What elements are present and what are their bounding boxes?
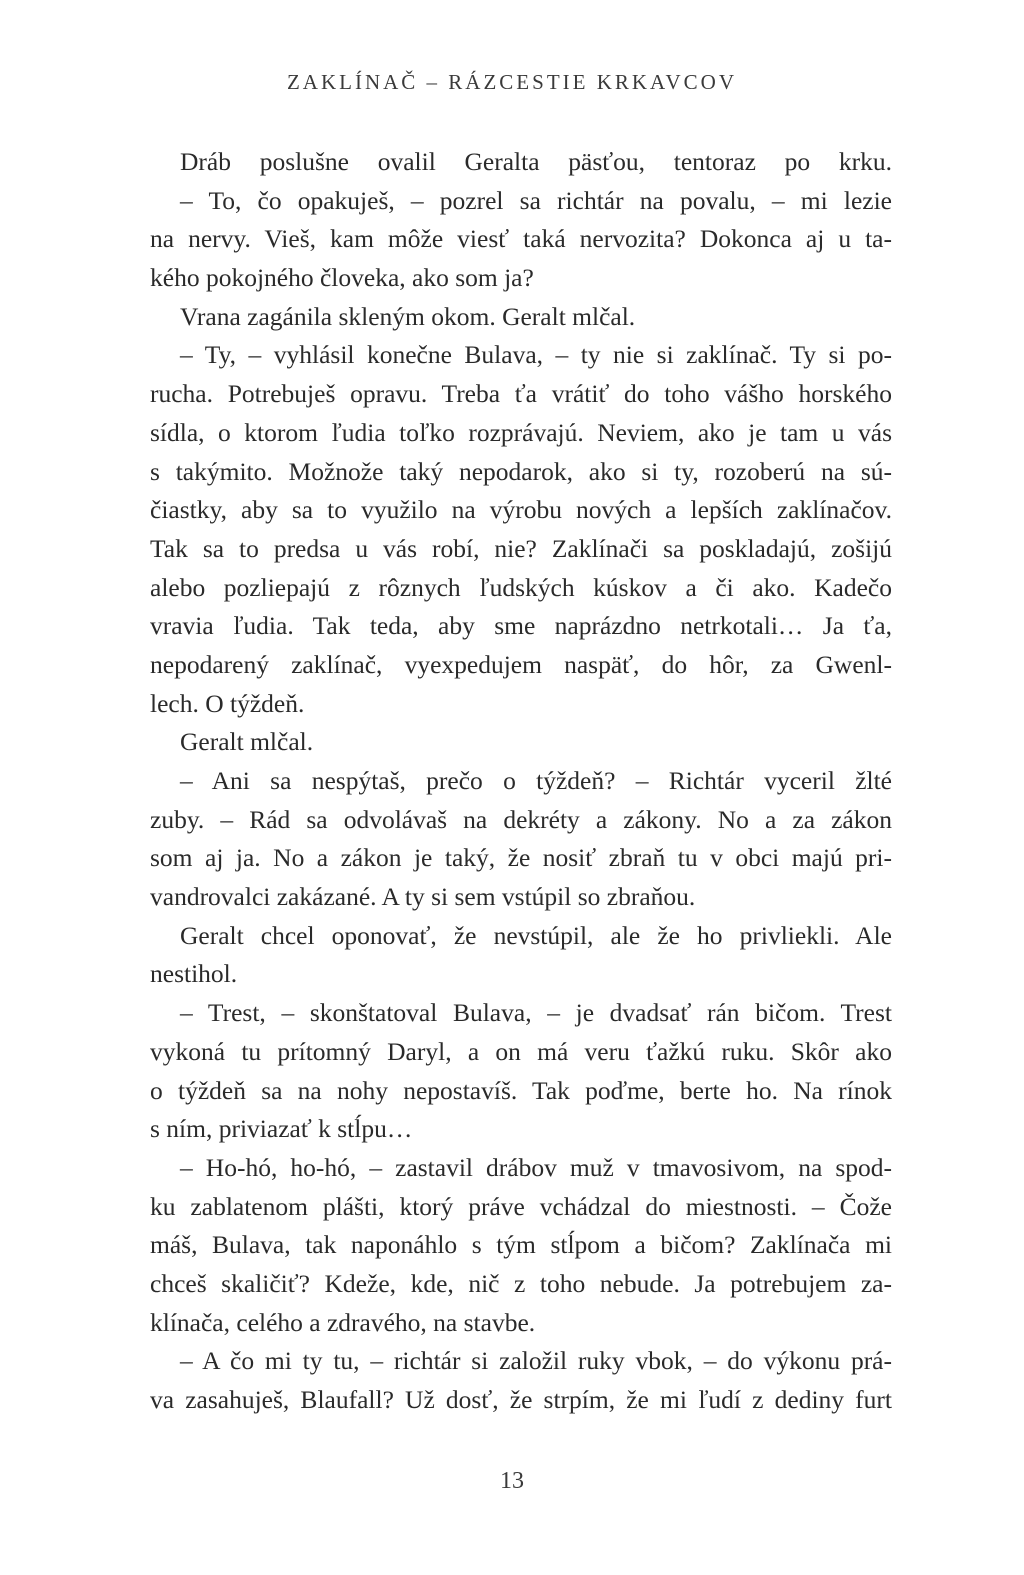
text-line: nestihol.	[150, 959, 238, 989]
text-line: vykoná tu prítomný Daryl, a on má veru ťažkú ruku. Skôr ako	[150, 1036, 892, 1066]
text-line: o týždeň sa na nohy nepostavíš. Tak poďme, berte ho. Na rínok	[150, 1075, 892, 1105]
text-line: – Trest, – skonštatoval Bulava, – je dvadsať rán bičom. Trest	[180, 998, 892, 1028]
text-line: vravia ľudia. Tak teda, aby sme naprázdno netrkotali… Ja ťa,	[150, 611, 892, 641]
text-line: čiastky, aby sa to využilo na výrobu nových a lepších zaklínačov.	[150, 495, 892, 525]
text-line: zuby. – Rád sa odvolávaš na dekréty a zákony. No a za zákon	[150, 804, 892, 834]
text-line: vandrovalci zakázané. A ty si sem vstúpil so zbraňou.	[150, 882, 696, 912]
text-line: lech. O týždeň.	[150, 688, 305, 718]
text-line: – Ani sa nespýtaš, prečo o týždeň? – Richtár vyceril žlté	[180, 766, 892, 795]
body-text	[150, 143, 892, 1420]
text-line: nepodarený zaklínač, vyexpedujem naspäť, do hôr, za Gwenl-	[150, 649, 892, 679]
text-line: chceš skaličiť? Kdeže, kde, nič z toho nebude. Ja potrebujem za-	[150, 1268, 892, 1298]
text-line: Tak sa to predsa u vás robí, nie? Zaklínači sa poskladajú, zošijú	[150, 533, 892, 563]
text-line: – A čo mi ty tu, – richtár si založil ruky vbok, – do výkonu prá-	[180, 1346, 892, 1376]
text-line: rucha. Potrebuješ opravu. Treba ťa vrátiť do toho vášho horského	[150, 379, 892, 409]
running-header: ZAKLÍNAČ – RÁZCESTIE KRKAVCOV	[286, 70, 738, 94]
text-line: sídla, o ktorom ľudia toľko rozprávajú. Neviem, ako je tam u vás	[150, 417, 892, 447]
text-line: máš, Bulava, tak naponáhlo s tým stĺpom a bičom? Zaklínača mi	[150, 1230, 892, 1260]
text-line: va zasahuješ, Blaufall? Už dosť, že strpím, že mi ľudí z dediny furt	[150, 1385, 892, 1414]
text-line: alebo pozliepajú z rôznych ľudských kúskov a či ako. Kadečo	[150, 572, 892, 602]
text-line: na nervy. Vieš, kam môže viesť taká nervozita? Dokonca aj u ta-	[150, 224, 892, 254]
text-line: – Ho-hó, ho-hó, – zastavil drábov muž v tmavosivom, na spod-	[180, 1152, 892, 1182]
text-line: som aj ja. No a zákon je taký, že nosiť zbraň tu v obci majú pri-	[150, 843, 892, 873]
text-line: Dráb poslušne ovalil Geralta päsťou, tentoraz po krku.	[180, 147, 892, 176]
text-line: kého pokojného človeka, ako som ja?	[150, 263, 534, 293]
text-line: klínača, celého a zdravého, na stavbe.	[150, 1307, 536, 1337]
text-line: – Ty, – vyhlásil konečne Bulava, – ty nie si zaklínač. Ty si po-	[180, 340, 892, 370]
text-line: s takýmito. Možnože taký nepodarok, ako si ty, rozoberú na sú-	[150, 456, 892, 486]
text-line: Geralt mlčal.	[180, 727, 314, 757]
text-line: – To, čo opakuješ, – pozrel sa richtár na povalu, – mi lezie	[180, 185, 892, 215]
page-number: 13	[500, 1468, 524, 1494]
text-line: s ním, priviazať k stĺpu…	[150, 1114, 413, 1144]
text-line: ku zablatenom plášti, ktorý práve vchádzal do miestnosti. – Čože	[150, 1191, 892, 1221]
text-line: Vrana zagánila skleným okom. Geralt mlčal.	[180, 301, 636, 331]
text-line: Geralt chcel oponovať, že nevstúpil, ale že ho privliekli. Ale	[180, 920, 892, 950]
